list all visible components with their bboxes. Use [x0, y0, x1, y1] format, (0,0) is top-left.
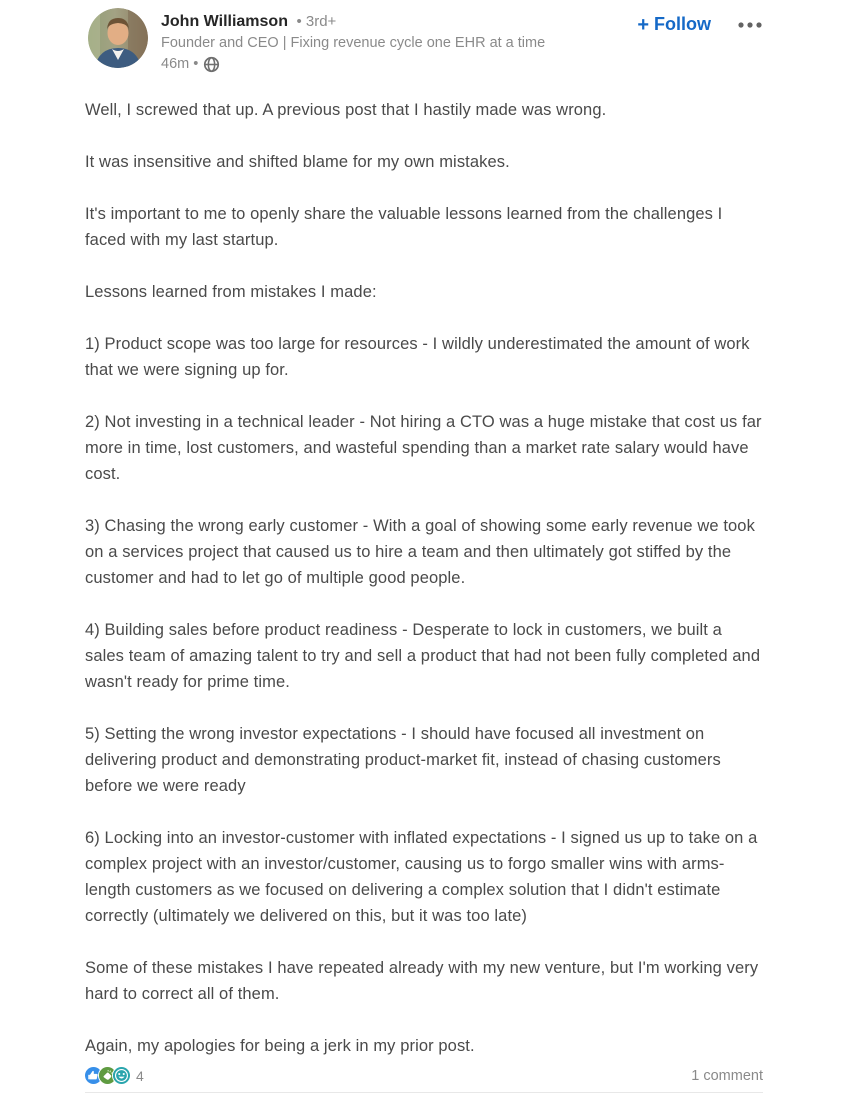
- reaction-count: 4: [136, 1067, 144, 1084]
- author-name[interactable]: John Williamson: [161, 13, 288, 30]
- post-paragraph: 4) Building sales before product readiness - Desperate to lock in customers, we built a sales team of amazing talent to try and sell a product that had not been fully completed and wasn't ready for prime time.: [85, 621, 761, 691]
- post-meta: [161, 55, 545, 73]
- post-text: [85, 97, 763, 1059]
- overflow-menu-button[interactable]: [735, 17, 765, 33]
- comment-count[interactable]: 1 comment: [691, 1067, 763, 1084]
- post-paragraph: 3) Chasing the wrong early customer - With a goal of showing some early revenue we took on a services project that caused us to hire a team and then ultimately got stiffed by the customer and had to let go of multiple good people.: [85, 517, 755, 587]
- post-paragraph: Some of these mistakes I have repeated already with my new venture, but I'm working very hard to correct all of them.: [85, 959, 759, 1003]
- follow-button-label: Follow: [654, 14, 711, 34]
- social-counts-bar: [85, 1065, 763, 1093]
- post-paragraph: Lessons learned from mistakes I made:: [85, 283, 377, 301]
- globe-icon: [203, 56, 220, 73]
- post-paragraph: 2) Not investing in a technical leader - Not hiring a CTO was a huge mistake that cost us far more in time, lost customers, and wasteful spending than a market rate salary would have cost.: [85, 413, 762, 483]
- post-paragraph: 1) Product scope was too large for resources - I wildly underestimated the amount of work that we were signing up for.: [85, 335, 750, 379]
- plus-icon: +: [637, 13, 649, 36]
- author-name-line: [161, 12, 545, 32]
- reaction-summary[interactable]: [85, 1067, 144, 1084]
- post-paragraph: Well, I screwed that up. A previous post that I hastily made was wrong.: [85, 101, 607, 119]
- avatar-photo: [88, 8, 148, 68]
- post-paragraph: It's important to me to openly share the valuable lessons learned from the challenges I faced with my last startup.: [85, 205, 723, 249]
- connection-degree: • 3rd+: [296, 13, 337, 30]
- laughing-face-reaction-icon: [113, 1067, 130, 1084]
- post-time: 46m •: [161, 56, 199, 72]
- follow-button[interactable]: [637, 14, 711, 35]
- avatar[interactable]: [88, 8, 148, 68]
- post-paragraph: Again, my apologies for being a jerk in my prior post.: [85, 1037, 475, 1055]
- author-info: [161, 8, 545, 73]
- post-header: [85, 8, 765, 73]
- post-paragraph: 6) Locking into an investor-customer with inflated expectations - I signed us up to take on a complex project with an investor/customer, causing us to forgo smaller wins with arms-length customers as we focused on delivering a complex solution that I didn't estimate correctly (ultimately we delivered on this, but it was too late): [85, 829, 758, 925]
- post-paragraph: It was insensitive and shifted blame for my own mistakes.: [85, 153, 510, 171]
- author-headline: Founder and CEO | Fixing revenue cycle one EHR at a time: [161, 35, 546, 51]
- post-paragraph: 5) Setting the wrong investor expectations - I should have focused all investment on delivering product and demonstrating product-market fit, instead of chasing customers before we were ready: [85, 725, 721, 795]
- three-dots-menu-icon: [737, 21, 763, 29]
- header-actions: [637, 14, 765, 35]
